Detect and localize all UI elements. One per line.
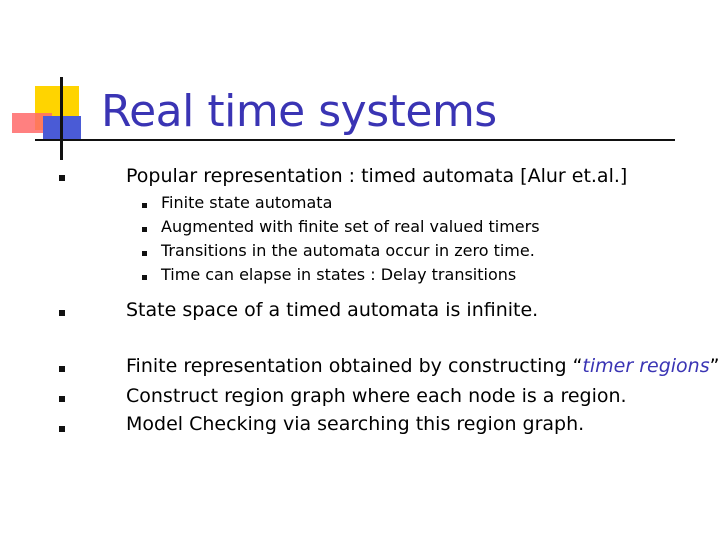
title-underline bbox=[35, 139, 675, 141]
bullet-text-part: ” bbox=[709, 355, 720, 377]
bullet-square-icon bbox=[59, 310, 65, 316]
bullet-item: State space of a timed automata is infinite. bbox=[126, 299, 539, 321]
slide-title: Real time systems bbox=[101, 86, 497, 137]
sub-bullet-square-icon bbox=[142, 275, 147, 280]
bullet-item: Model Checking via searching this region graph. bbox=[126, 413, 585, 435]
sub-bullet-item: Time can elapse in states : Delay transitions bbox=[161, 265, 517, 284]
bullet-text-part: Finite representation obtained by constructing “ bbox=[126, 355, 583, 377]
sub-bullet-square-icon bbox=[142, 251, 147, 256]
bullet-square-icon bbox=[59, 426, 65, 432]
sub-bullet-item: Transitions in the automata occur in zero time. bbox=[161, 241, 535, 260]
sub-bullet-item: Augmented with finite set of real valued timers bbox=[161, 217, 540, 236]
bullet-square-icon bbox=[59, 366, 65, 372]
sub-bullet-square-icon bbox=[142, 203, 147, 208]
sub-bullet-square-icon bbox=[142, 227, 147, 232]
timer-regions-emphasis: timer regions bbox=[582, 355, 710, 377]
bullet-square-icon bbox=[59, 175, 65, 181]
vertical-rule bbox=[60, 77, 63, 160]
bullet-item: Construct region graph where each node is a region. bbox=[126, 385, 627, 407]
bullet-item: Popular representation : timed automata [Alur et.al.] bbox=[126, 165, 628, 187]
bullet-square-icon bbox=[59, 396, 65, 402]
slide-logo-decoration bbox=[0, 0, 720, 170]
bullet-item bbox=[126, 355, 719, 377]
sub-bullet-item: Finite state automata bbox=[161, 193, 333, 212]
